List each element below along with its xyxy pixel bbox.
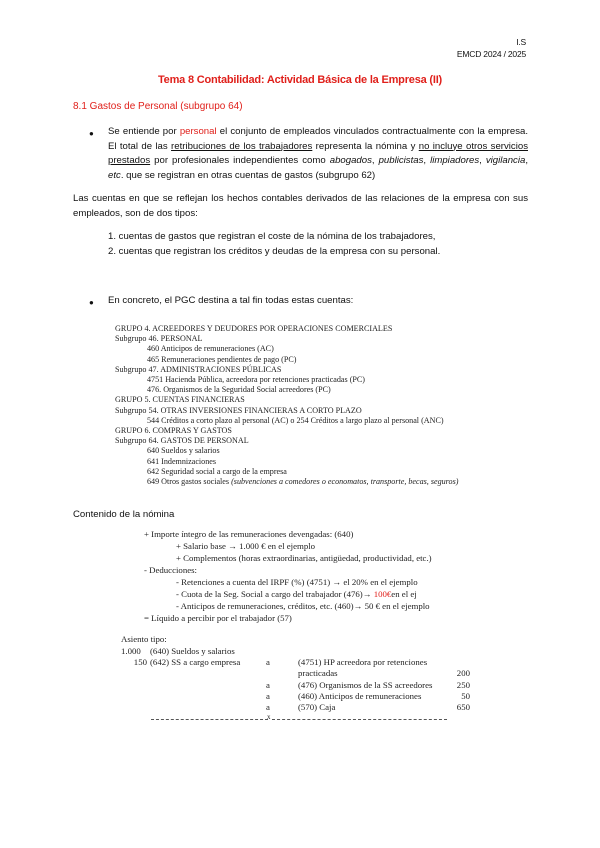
credit-account: (460) Anticipos de remuneraciones [298,691,422,701]
pgc-line: 640 Sueldos y salarios [147,446,220,456]
text: el conjunto de empleados vinculados contractualmente con la empresa. El total de las [108,126,528,152]
debit-amount: 1.000 [121,646,141,656]
term-personal: personal [179,126,217,137]
pgc-line: 476. Organismos de la Seguridad Social acreedores (PC) [147,385,331,395]
credit-account: (4751) HP acreedora por retenciones [298,657,428,667]
amount-red: 100€ [373,589,392,599]
underlined-retribuciones: retribuciones de los trabajadores [171,140,313,152]
separator-line-right [272,719,447,720]
italic-term: publicistas [378,155,424,166]
credit-amount: 50 [461,691,470,701]
connector-a: a [266,680,270,690]
italic-term: limpiadores [430,155,480,166]
page-title: Tema 8 Contabilidad: Actividad Básica de la Empresa (II) [157,74,443,86]
pgc-line: GRUPO 5. CUENTAS FINANCIERAS [115,395,245,405]
nomina-line: - Cuota de la Seg. Social a cargo del trabajador (476)→ 100€en el ej [176,589,417,599]
italic-term: vigilancia [485,155,526,166]
list-item-1: 1. cuentas de gastos que registran el coste de la nómina de los trabajadores, [108,231,436,242]
debit-account: (642) SS a cargo empresa [150,657,241,667]
bullet-paragraph-personal: Se entiende por personal el conjunto de empleados vinculados contractualmente con la empresa. El total de las retribuciones de los trabajadores representa la nómina y no incluye otros servicios prestados por profesionales independientes como abogados, publicistas, limpiadores, vigilancia, etc. que se registran en otras cuentas de gastos (subgrupo 62) [108,126,528,181]
text: Se entiende por [108,126,180,137]
debit-account: (640) Sueldos y salarios [150,646,235,656]
pgc-line: Subgrupo 64. GASTOS DE PERSONAL [115,436,249,446]
underlined-no-incluye: no incluye otros servicios prestados [108,140,528,166]
text: representa la nómina y [312,140,419,152]
credit-account: (476) Organismos de la SS acreedores [298,680,433,690]
pgc-line: GRUPO 6. COMPRAS Y GASTOS [115,426,232,436]
pgc-line: 465 Remuneraciones pendientes de pago (PC) [147,354,297,364]
credit-amount: 250 [456,680,470,690]
text: . que se registran en otras cuentas de gastos (subgrupo 62) [120,169,376,181]
nomina-line: - Deducciones: [144,565,198,575]
header-initials: I.S [516,37,526,47]
credit-account: (570) Caja [298,702,336,712]
pgc-line: Subgrupo 47. ADMINISTRACIONES PÚBLICAS [115,364,282,374]
pgc-line: Subgrupo 54. OTRAS INVERSIONES FINANCIERAS A CORTO PLAZO [115,405,362,415]
pgc-note: (subvenciones a comedores o economatos, transporte, becas, seguros) [231,477,459,487]
nomina-line: + Importe íntegro de las remuneraciones devengadas: (640) [144,529,354,539]
nomina-line: + Complementos (horas extraordinarias, antigüedad, productividad, etc.) [176,553,432,563]
connector-a: a [266,657,270,667]
credit-account-cont: practicadas [298,668,338,678]
nomina-line: + Salario base → 1.000 € en el ejemplo [176,541,316,551]
debit-amount: 150 [133,657,147,667]
pgc-accounts-block [115,324,458,487]
paragraph-cuentas: Las cuentas en que se reflejan los hechos contables derivados de las relaciones de la empresa con sus empleados, son de dos tipos: [73,193,528,219]
text: por profesionales independientes como [150,155,330,166]
credit-amount: 650 [456,702,470,712]
separator-mark: x [267,713,271,721]
pgc-line: 642 Seguridad social a cargo de la empresa [147,466,287,476]
separator-line-left [151,719,268,720]
pgc-line: 460 Anticipos de remuneraciones (AC) [147,344,274,354]
connector-a: a [266,702,270,712]
nomina-line: = Líquido a percibir por el trabajador (57) [144,613,292,623]
nomina-line: - Retenciones a cuenta del IRPF (%) (4751) → el 20% en el ejemplo [176,577,418,587]
nomina-line: - Anticipos de remuneraciones, créditos, etc. (460)→ 50 € en el ejemplo [176,601,430,611]
credit-amount: 200 [456,668,470,678]
bullet-paragraph-pgc: En concreto, el PGC destina a tal fin todas estas cuentas: [108,295,354,306]
header-course: EMCD 2024 / 2025 [456,49,526,59]
italic-term: etc [108,169,121,181]
asiento-heading: Asiento tipo: [121,634,167,644]
section-heading: 8.1 Gastos de Personal (subgrupo 64) [73,101,243,112]
pgc-line: 649 Otros gastos sociales (subvenciones a comedores o economatos, transporte, becas, seguros) [147,477,459,487]
nomina-heading: Contenido de la nómina [73,509,175,520]
pgc-line: 641 Indemnizaciones [147,456,216,466]
list-item-2: 2. cuentas que registran los créditos y deudas de la empresa con su personal. [108,246,441,257]
italic-term: abogados [329,155,372,166]
pgc-line: Subgrupo 46. PERSONAL [115,334,203,344]
connector-a: a [266,691,270,701]
pgc-line: 4751 Hacienda Pública, acreedora por retenciones practicadas (PC) [147,375,365,385]
bullet-icon: ● [89,129,94,138]
bullet-icon: ● [89,298,94,307]
pgc-line: GRUPO 4. ACREEDORES Y DEUDORES POR OPERACIONES COMERCIALES [115,324,393,333]
pgc-line: 544 Créditos a corto plazo al personal (AC) o 254 Créditos a largo plazo al personal (ANC) [147,415,444,425]
